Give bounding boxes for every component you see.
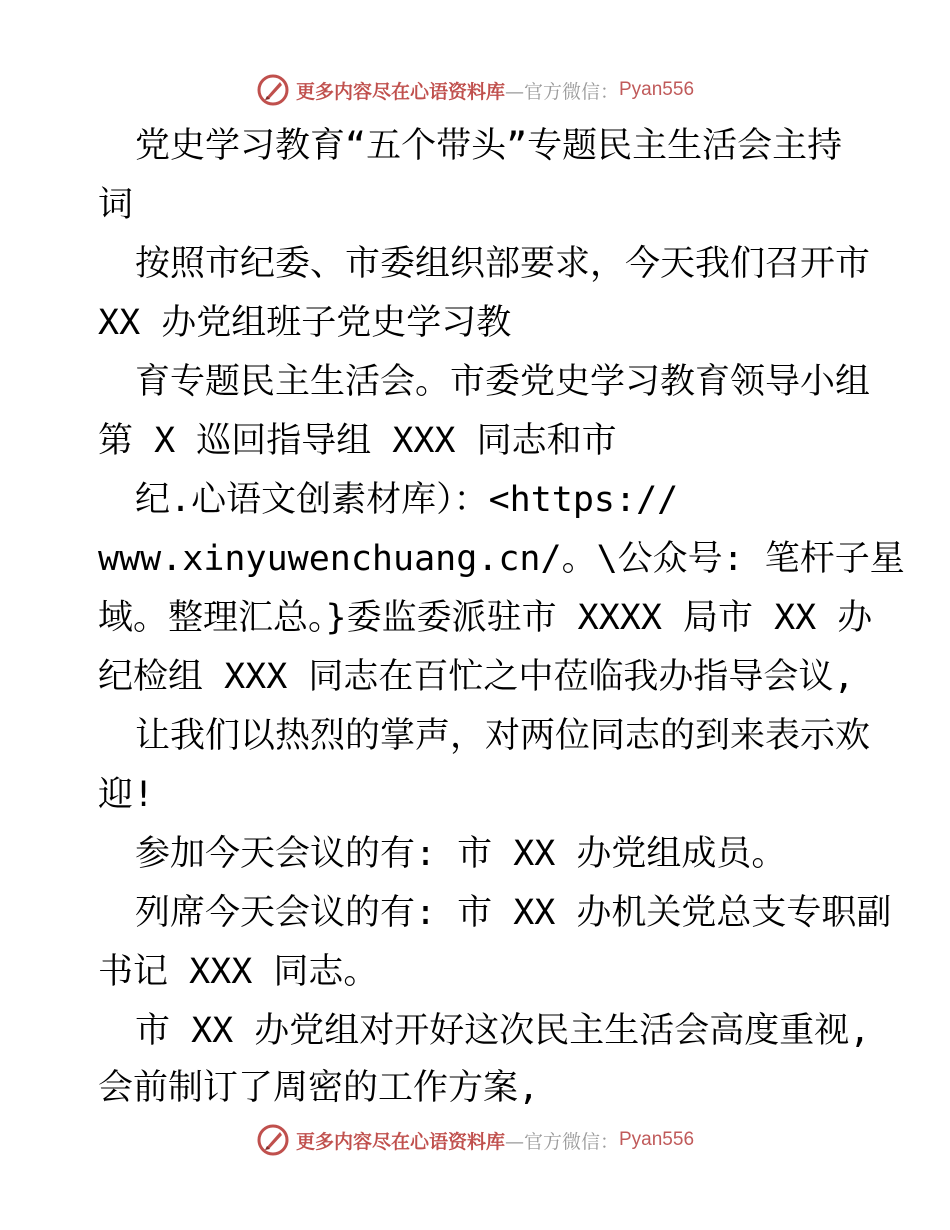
- footer-banner: [0, 1120, 950, 1160]
- doc-line: 按照市纪委、市委组织部要求，今天我们召开市: [135, 244, 871, 284]
- doc-line: www.xinyuwenchuang.cn/。\公众号: 笔杆子星: [98, 539, 905, 579]
- doc-line: 育专题民主生活会。市委党史学习教育领导小组: [135, 362, 871, 402]
- doc-line: 纪.心语文创素材库）：<https://: [135, 480, 679, 520]
- doc-line: 市 XX 办党组对开好这次民主生活会高度重视,: [135, 1011, 871, 1051]
- doc-line: 会前制订了周密的工作方案,: [98, 1068, 540, 1108]
- quill-pen-icon: [256, 73, 290, 107]
- doc-title-cont: 词: [98, 185, 134, 225]
- banner-wechat-id: Pyan556: [619, 79, 695, 100]
- banner-text-main: 更多内容尽在心语资料库: [295, 80, 505, 103]
- doc-line: 第 X 巡回指导组 XXX 同志和市: [98, 421, 617, 461]
- banner-text-main: 更多内容尽在心语资料库: [295, 1130, 505, 1153]
- doc-line: 让我们以热烈的掌声，对两位同志的到来表示欢: [135, 716, 871, 756]
- doc-line: 纪检组 XXX 同志在百忙之中莅临我办指导会议,: [98, 657, 855, 697]
- doc-line: 迎!: [98, 775, 155, 815]
- header-banner: [0, 70, 950, 110]
- quill-pen-icon: [256, 1123, 290, 1157]
- doc-title: 党史学习教育“五个带头”专题民主生活会主持: [135, 126, 843, 166]
- banner-text-label: —官方微信：: [504, 80, 619, 103]
- doc-line: 域。整理汇总。}委监委派驻市 XXXX 局市 XX 办: [98, 598, 873, 638]
- banner-wechat-id: Pyan556: [619, 1129, 695, 1150]
- banner-text-label: —官方微信：: [504, 1130, 619, 1153]
- doc-line: 列席今天会议的有: 市 XX 办机关党总支专职副: [135, 893, 892, 933]
- doc-line: XX 办党组班子党史学习教: [98, 303, 512, 343]
- doc-line: 参加今天会议的有: 市 XX 办党组成员。: [135, 834, 787, 874]
- doc-line: 书记 XXX 同志。: [98, 952, 379, 992]
